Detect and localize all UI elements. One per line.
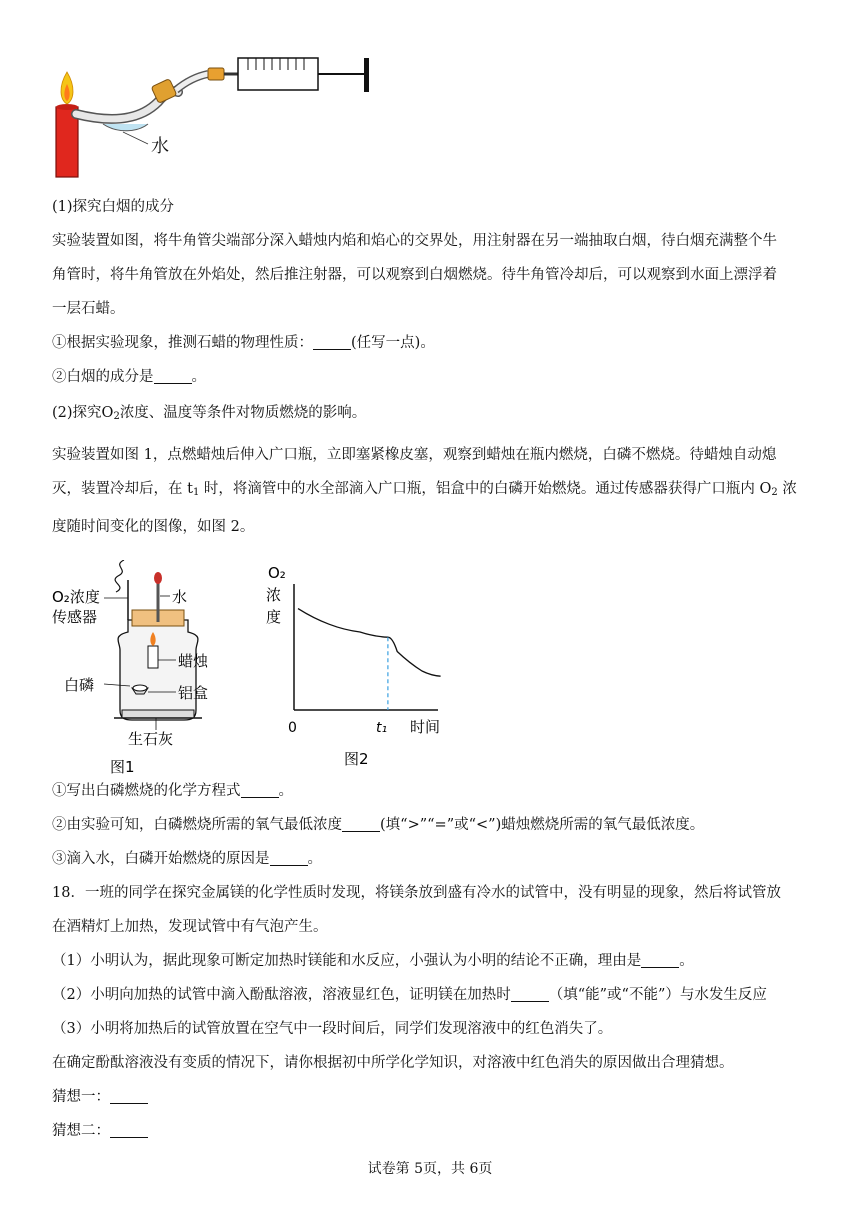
q17-2-sub1: ①写出白磷燃烧的化学方程式 。: [52, 783, 293, 799]
q18-p2: （2）小明向加热的试管中滴入酚酞溶液，溶液显红色，证明镁在加热时 （填“能”或“不能”）与水发生反应: [52, 987, 767, 1003]
answer-blank[interactable]: [110, 1087, 148, 1104]
water-label: 水: [151, 136, 169, 157]
figure-1-apparatus: [52, 560, 252, 780]
q18-p3: （3）小明将加热后的试管放置在空气中一段时间后，同学们发现溶液中的红色消失了。: [52, 1021, 613, 1037]
q18-p4: 在确定酚酞溶液没有变质的情况下，请你根据初中所学化学知识，对溶液中红色消失的原因做出合理猜想。: [52, 1055, 734, 1071]
q17-1-sub1: ①根据实验现象，推测石蜡的物理性质： (任写一点)。: [52, 335, 435, 351]
answer-blank[interactable]: [154, 367, 192, 384]
syringe-plunger: [364, 58, 369, 92]
page-footer: 试卷第 5页，共 6页: [367, 1161, 493, 1177]
answer-blank[interactable]: [110, 1121, 148, 1138]
y-label-1: O₂: [268, 564, 286, 582]
o2-curve: [298, 609, 441, 677]
q18-intro-1: 18．一班的同学在探究金属镁的化学性质时发现，将镁条放到盛有冷水的试管中，没有明显的现象，然后将试管放: [52, 885, 781, 901]
answer-blank[interactable]: [641, 951, 679, 968]
sensor-label-2: 传感器: [52, 608, 98, 626]
q17-2-heading: (2)探究$O_2$浓度、温度等条件对物质燃烧的影响。: [52, 405, 367, 422]
q17-2-sub3: ③滴入水，白磷开始燃烧的原因是 。: [52, 851, 322, 867]
q18-guess2: 猜想二：: [52, 1114, 812, 1148]
q17-1-desc-2: 角管时，将牛角管放在外焰处，然后推注射器，可以观察到白烟燃烧。待牛角管冷却后，可以观察到水面上漂浮着: [52, 267, 777, 283]
q18-guess1: 猜想一：: [52, 1080, 812, 1114]
al-box-label: 铝盒: [178, 684, 209, 702]
q18-intro-2: 在酒精灯上加热，发现试管中有气泡产生。: [52, 919, 328, 935]
q17-1-desc-1: 实验装置如图，将牛角管尖端部分深入蜡烛内焰和焰心的交界处，用注射器在另一端抽取白烟，待白烟充满整个牛: [52, 233, 777, 249]
candle-label: 蜡烛: [178, 652, 209, 670]
t1-label: t₁: [376, 720, 388, 736]
q17-1-sub2: ②白烟的成分是 。: [52, 369, 206, 385]
figure-2-caption: 图2: [344, 750, 369, 768]
y-label-3: 度: [266, 608, 282, 626]
candle-syringe-figure: [48, 52, 388, 182]
figure-1-caption: 图1: [110, 758, 135, 776]
answer-blank[interactable]: [511, 985, 549, 1002]
answer-blank[interactable]: [241, 781, 279, 798]
answer-blank[interactable]: [342, 815, 380, 832]
answer-blank[interactable]: [313, 333, 351, 350]
water-label: 水: [172, 588, 188, 606]
bottle: [118, 620, 198, 720]
q17-2-desc-1: 实验装置如图 1，点燃蜡烛后伸入广口瓶，立即塞紧橡皮塞，观察到蜡烛在瓶内燃烧，白磷不燃烧。待蜡烛自动熄: [52, 447, 777, 463]
q17-1-heading: (1)探究白烟的成分: [52, 199, 175, 215]
q17-2-sub2: ②由实验可知，白磷燃烧所需的氧气最低浓度 (填“>”“=”或“<”)蜡烛燃烧所需的氧气最低浓度。: [52, 817, 705, 833]
origin-label: 0: [288, 720, 297, 736]
answer-blank[interactable]: [270, 849, 308, 866]
q18-p1: （1）小明认为，据此现象可断定加热时镁能和水反应，小强认为小明的结论不正确，理由是 。: [52, 953, 694, 969]
q17-1-desc-3: 一层石蜡。: [52, 301, 125, 317]
q17-2-desc-3: 度随时间变化的图像，如图 2。: [52, 519, 255, 535]
sensor-label: O₂浓度: [52, 588, 100, 606]
syringe-barrel: [238, 58, 318, 90]
q17-2-desc-2: 灭，装置冷却后，在 $t_1$ 时，将滴管中的水全部滴入广口瓶，铝盒中的白磷开始燃烧。通过传感器获得广口瓶内 $O_2$ 浓: [52, 481, 797, 498]
figure-2-chart: [262, 560, 462, 780]
y-label-2: 浓: [266, 586, 282, 604]
phosphorus-label: 白磷: [64, 676, 95, 694]
x-label: 时间: [410, 718, 441, 736]
lime-label: 生石灰: [128, 730, 174, 748]
